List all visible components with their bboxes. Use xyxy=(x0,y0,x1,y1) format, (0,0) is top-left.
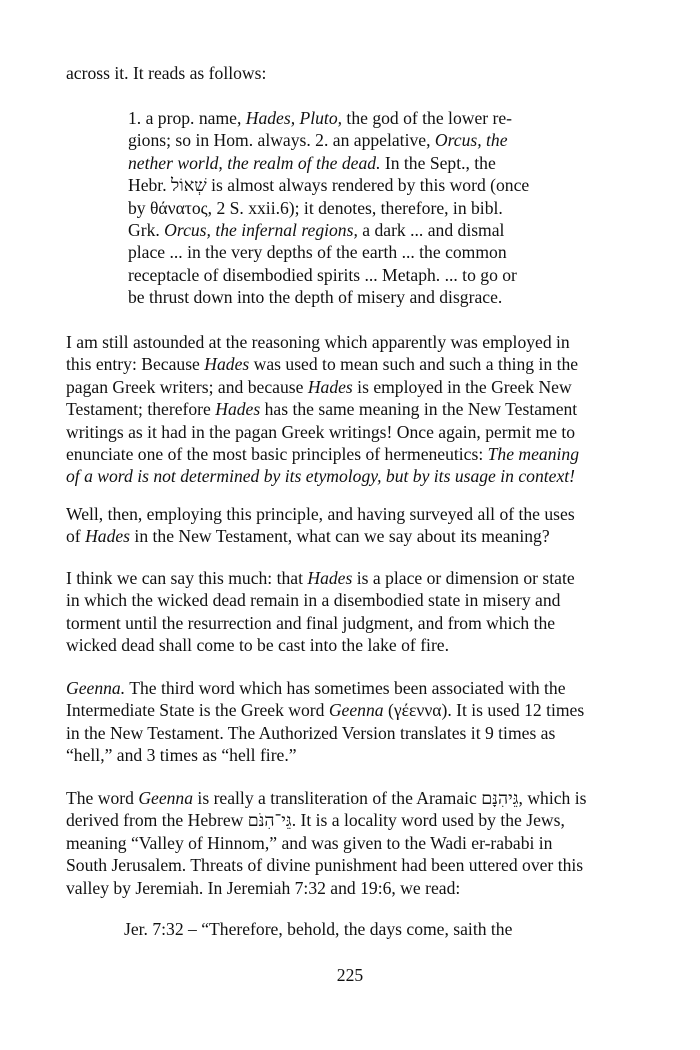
page-number: 225 xyxy=(336,965,364,985)
text-line xyxy=(66,744,626,766)
text-run: is employed in the Greek New xyxy=(352,376,572,397)
italic-run: of a word is not determined by its etymology, but by its usage in context! xyxy=(66,466,575,487)
text-run: by θάνατος, 2 S. xxii.6); it denotes, therefore, in bibl. xyxy=(128,197,503,218)
italic-run: Hades xyxy=(307,376,353,397)
text-line xyxy=(128,129,568,151)
text-run: this entry: Because xyxy=(66,354,205,375)
text-line xyxy=(128,107,568,129)
text-line xyxy=(66,567,626,589)
text-line xyxy=(66,589,626,611)
italic-run: Hades xyxy=(204,354,250,375)
text-line xyxy=(66,634,626,656)
text-run: enunciate one of the most basic principles of hermeneutics: xyxy=(66,444,488,465)
text-line xyxy=(66,809,626,831)
text-run: is a place or dimension or state xyxy=(352,568,575,588)
text-run: a dark ... and dismal xyxy=(357,220,505,241)
paragraph-geenna-intro xyxy=(66,677,626,767)
text-run: The third word which has sometimes been associated with the xyxy=(125,678,566,698)
text-run: torment until the resurrection and final judgment, and from which the xyxy=(66,612,556,633)
intro-text: across it. It reads as follows: xyxy=(66,63,267,83)
text-line xyxy=(66,376,626,398)
text-line xyxy=(66,398,626,420)
paragraph-hades-meaning xyxy=(66,567,626,657)
italic-run: Geenna xyxy=(328,700,384,721)
intro-line xyxy=(66,62,626,84)
text-run: South Jerusalem. Threats of divine punishment had been uttered over this xyxy=(66,855,584,876)
italic-run: nether world, the realm of the dead. xyxy=(128,152,381,173)
text-line xyxy=(66,612,626,634)
text-run: In the Sept., the xyxy=(380,152,496,173)
paragraph-principle xyxy=(66,503,626,548)
text-run: be thrust down into the depth of misery and disgrace. xyxy=(128,287,503,308)
text-run: of xyxy=(66,526,86,547)
text-line xyxy=(66,421,626,443)
text-run: in the New Testament. The Authorized Version translates it 9 times as xyxy=(66,722,556,743)
jeremiah-quote-text: Jer. 7:32 – “Therefore, behold, the days come, saith the xyxy=(124,919,513,939)
text-run: valley by Jeremiah. In Jeremiah 7:32 and 19:6, we read: xyxy=(66,877,461,898)
paragraph-geenna-etymology xyxy=(66,787,626,899)
italic-run: Hades xyxy=(215,399,261,420)
italic-run: The meaning xyxy=(487,444,580,465)
text-run: in the New Testament, what can we say about its meaning? xyxy=(130,526,550,547)
text-line xyxy=(66,503,626,525)
text-line xyxy=(66,832,626,854)
text-line xyxy=(66,722,626,744)
italic-run: Hades xyxy=(85,526,131,547)
text-run: place ... in the very depths of the earth ... the common xyxy=(128,242,507,263)
text-line xyxy=(128,152,568,174)
text-run: was used to mean such and such a thing in the xyxy=(249,354,579,375)
italic-run: Geenna xyxy=(138,788,194,808)
text-run: receptacle of disembodied spirits ... Metaph. ... to go or xyxy=(128,264,517,285)
text-run: the god of the lower re- xyxy=(342,108,513,128)
text-run: writings as it had in the pagan Greek writings! Once again, permit me to xyxy=(66,421,576,442)
text-line xyxy=(66,787,626,809)
text-line xyxy=(66,677,626,699)
text-run: Grk. xyxy=(128,220,165,241)
text-line xyxy=(128,174,568,196)
text-line xyxy=(66,443,626,465)
italic-run: Geenna. xyxy=(66,678,126,698)
paragraph-reasoning xyxy=(66,331,626,488)
text-line xyxy=(128,197,568,219)
text-line xyxy=(66,854,626,876)
text-run: meaning “Valley of Hinnom,” and was given to the Wadi er-rababi in xyxy=(66,832,553,853)
text-run: pagan Greek writers; and because xyxy=(66,376,308,397)
text-line xyxy=(66,699,626,721)
text-line xyxy=(66,525,626,547)
text-line xyxy=(128,219,568,241)
text-run: is really a transliteration of the Aramaic גֵּיהִנָּם, which is xyxy=(193,788,587,808)
text-run: (γέεννα). It is used 12 times xyxy=(383,700,585,721)
text-run: I am still astounded at the reasoning which apparently was employed in xyxy=(66,332,570,352)
text-line xyxy=(66,353,626,375)
text-line xyxy=(128,286,568,308)
text-run: wicked dead shall come to be cast into the lake of fire. xyxy=(66,635,450,656)
text-run: 1. a prop. name, xyxy=(128,108,246,128)
text-line xyxy=(66,465,626,487)
italic-run: Hades, Pluto, xyxy=(245,108,343,128)
italic-run: Hades xyxy=(307,568,353,588)
text-run: The word xyxy=(66,788,139,808)
text-run: Intermediate State is the Greek word xyxy=(66,700,329,721)
text-line xyxy=(128,264,568,286)
text-line xyxy=(66,331,626,353)
text-line xyxy=(128,241,568,263)
text-run: derived from the Hebrew גֵּי־הִנֹּם. It is a locality word used by the Jews, xyxy=(66,810,565,831)
text-run: in which the wicked dead remain in a disembodied state in misery and xyxy=(66,590,561,611)
text-run: gions; so in Hom. always. 2. an appelative, xyxy=(128,130,435,151)
text-run: Hebr. שְׁאוֹל is almost always rendered by this word (once xyxy=(128,175,530,196)
jeremiah-quote xyxy=(124,918,684,940)
lexicon-quote xyxy=(128,107,568,309)
text-run: Testament; therefore xyxy=(66,399,216,420)
text-run: Well, then, employing this principle, and having surveyed all of the uses xyxy=(66,504,575,524)
italic-run: Orcus, the xyxy=(434,130,508,151)
text-run: has the same meaning in the New Testament xyxy=(260,399,578,420)
text-run: I think we can say this much: that xyxy=(66,568,308,588)
italic-run: Orcus, the infernal regions, xyxy=(164,220,358,241)
text-line xyxy=(66,877,626,899)
text-run: “hell,” and 3 times as “hell fire.” xyxy=(66,745,297,766)
